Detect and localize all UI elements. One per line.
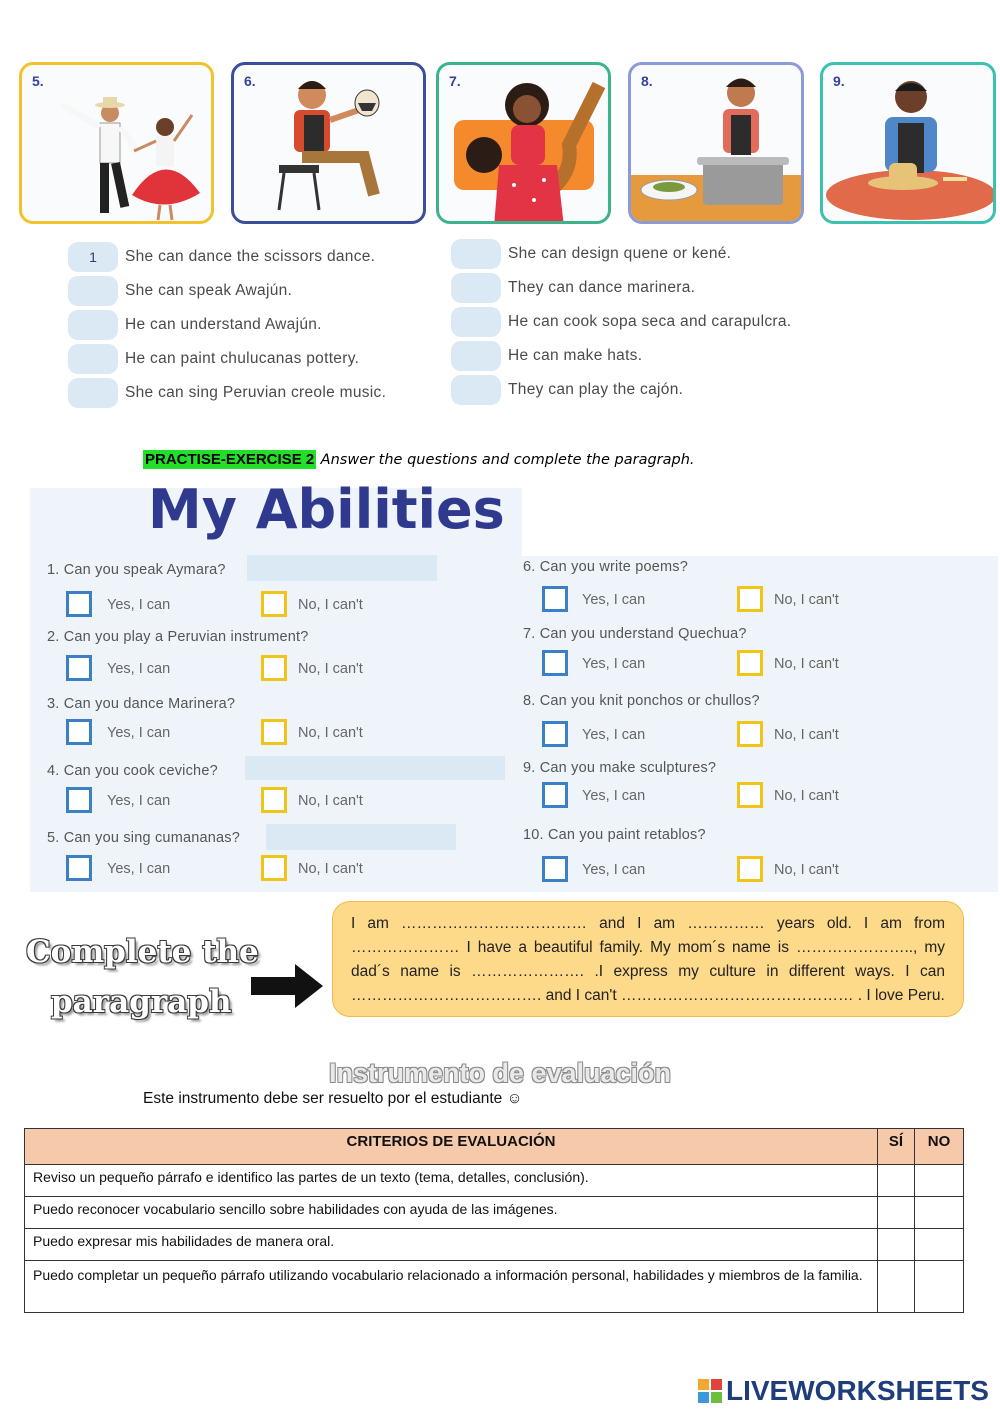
no-label: No, I can't bbox=[774, 727, 839, 743]
match-row bbox=[451, 341, 642, 371]
yes-checkbox-1[interactable] bbox=[66, 591, 92, 617]
no-checkbox-7[interactable] bbox=[737, 650, 763, 676]
yes-label: Yes, I can bbox=[582, 656, 646, 672]
no-label: No, I can't bbox=[774, 592, 839, 608]
table-row bbox=[25, 1229, 964, 1261]
match-row bbox=[451, 273, 695, 303]
yes-checkbox-7[interactable] bbox=[542, 650, 568, 676]
exercise-instruction: Answer the questions and complete the paragraph. bbox=[320, 452, 695, 468]
no-checkbox-2[interactable] bbox=[261, 655, 287, 681]
match-sentence: She can design quene or kené. bbox=[508, 245, 732, 262]
yes-label: Yes, I can bbox=[107, 597, 171, 613]
match-answer-box[interactable] bbox=[68, 344, 118, 374]
evaluation-subtitle: Este instrumento debe ser resuelto por el estudiante ☺ bbox=[143, 1090, 523, 1107]
yes-checkbox-8[interactable] bbox=[542, 721, 568, 747]
no-header: NO bbox=[915, 1129, 964, 1165]
match-answer-box[interactable] bbox=[68, 310, 118, 340]
complete-heading-line2: paragraph bbox=[51, 984, 232, 1020]
abilities-title: My Abilities bbox=[148, 478, 505, 541]
match-sentence: She can sing Peruvian creole music. bbox=[125, 384, 387, 401]
exercise-2-heading bbox=[143, 451, 695, 469]
arrow-right-icon bbox=[251, 964, 323, 1008]
no-checkbox-6[interactable] bbox=[737, 586, 763, 612]
yes-header: SÍ bbox=[878, 1129, 915, 1165]
criteria-cell: Puedo reconocer vocabulario sencillo sobre habilidades con ayuda de las imágenes. bbox=[25, 1197, 878, 1229]
criteria-header: CRITERIOS DE EVALUACIÓN bbox=[25, 1129, 878, 1165]
liveworksheets-logo bbox=[698, 1376, 989, 1406]
no-checkbox-10[interactable] bbox=[737, 856, 763, 882]
complete-heading-line1: Complete the bbox=[26, 934, 259, 970]
yes-cell[interactable] bbox=[878, 1229, 915, 1261]
table-row bbox=[25, 1165, 964, 1197]
match-answer-box[interactable] bbox=[68, 276, 118, 306]
question-2: 2. Can you play a Peruvian instrument? bbox=[47, 629, 309, 645]
yes-checkbox-10[interactable] bbox=[542, 856, 568, 882]
man-making-hats-illustration bbox=[823, 65, 996, 224]
no-checkbox-8[interactable] bbox=[737, 721, 763, 747]
answer-field-4[interactable] bbox=[245, 756, 505, 780]
yes-label: Yes, I can bbox=[107, 661, 171, 677]
no-label: No, I can't bbox=[298, 725, 363, 741]
yes-checkbox-6[interactable] bbox=[542, 586, 568, 612]
picture-card-8 bbox=[628, 62, 804, 224]
no-label: No, I can't bbox=[298, 861, 363, 877]
no-checkbox-9[interactable] bbox=[737, 782, 763, 808]
match-sentence: He can make hats. bbox=[508, 347, 643, 364]
evaluation-table bbox=[24, 1128, 964, 1313]
answer-field-5[interactable] bbox=[266, 824, 456, 850]
woman-cooking-illustration bbox=[631, 65, 804, 224]
match-sentence: He can understand Awajún. bbox=[125, 316, 322, 333]
match-sentence: She can dance the scissors dance. bbox=[125, 248, 376, 265]
no-label: No, I can't bbox=[298, 793, 363, 809]
yes-label: Yes, I can bbox=[107, 793, 171, 809]
card-number: 9. bbox=[833, 73, 845, 89]
no-cell[interactable] bbox=[915, 1229, 964, 1261]
answer-field-1[interactable] bbox=[247, 555, 437, 581]
yes-cell[interactable] bbox=[878, 1261, 915, 1313]
card-number: 7. bbox=[449, 73, 461, 89]
match-row bbox=[451, 375, 683, 405]
dancing-couple-illustration bbox=[22, 65, 214, 224]
yes-checkbox-5[interactable] bbox=[66, 855, 92, 881]
question-9: 9. Can you make sculptures? bbox=[523, 760, 717, 776]
picture-card-7 bbox=[436, 62, 611, 224]
table-row bbox=[25, 1261, 964, 1313]
evaluation-title: Instrumento de evaluación bbox=[328, 1058, 672, 1088]
match-sentence: She can speak Awajún. bbox=[125, 282, 293, 299]
criteria-cell: Puedo expresar mis habilidades de manera oral. bbox=[25, 1229, 878, 1261]
match-row bbox=[68, 242, 375, 272]
no-label: No, I can't bbox=[774, 862, 839, 878]
match-sentence: They can play the cajón. bbox=[508, 381, 684, 398]
match-row bbox=[451, 239, 731, 269]
no-checkbox-4[interactable] bbox=[261, 787, 287, 813]
paragraph-box[interactable]: I am ……………………………… and I am …………… years old. I am from ………………… I have a beautiful family. My mom´s name is ………………….., my dad´s name is …………………. .I express my culture in different ways. I can ………………………………. and I can't ……………………………………… . I love Peru. bbox=[332, 901, 964, 1017]
yes-cell[interactable] bbox=[878, 1165, 915, 1197]
no-cell[interactable] bbox=[915, 1261, 964, 1313]
singer-with-guitar-illustration bbox=[439, 65, 611, 224]
criteria-cell: Reviso un pequeño párrafo e identifico las partes de un texto (tema, detalles, conclusión). bbox=[25, 1165, 878, 1197]
question-6: 6. Can you write poems? bbox=[523, 559, 688, 575]
question-1: 1. Can you speak Aymara? bbox=[47, 562, 226, 578]
no-label: No, I can't bbox=[298, 597, 363, 613]
match-row bbox=[451, 307, 791, 337]
no-checkbox-5[interactable] bbox=[261, 855, 287, 881]
match-sentence: They can dance marinera. bbox=[508, 279, 696, 296]
card-number: 8. bbox=[641, 73, 653, 89]
question-3: 3. Can you dance Marinera? bbox=[47, 696, 236, 712]
yes-checkbox-4[interactable] bbox=[66, 787, 92, 813]
question-10: 10. Can you paint retablos? bbox=[523, 827, 706, 843]
table-header-row bbox=[25, 1129, 964, 1165]
yes-label: Yes, I can bbox=[582, 788, 646, 804]
card-number: 5. bbox=[32, 73, 44, 89]
liveworksheets-brand: LIVEWORKSHEETS bbox=[726, 1375, 989, 1406]
yes-label: Yes, I can bbox=[582, 727, 646, 743]
no-label: No, I can't bbox=[774, 656, 839, 672]
no-checkbox-3[interactable] bbox=[261, 719, 287, 745]
yes-checkbox-9[interactable] bbox=[542, 782, 568, 808]
man-with-pottery-illustration bbox=[234, 65, 426, 224]
yes-label: Yes, I can bbox=[582, 862, 646, 878]
yes-label: Yes, I can bbox=[582, 592, 646, 608]
question-4: 4. Can you cook ceviche? bbox=[47, 763, 218, 779]
yes-checkbox-3[interactable] bbox=[66, 719, 92, 745]
match-sentence: He can paint chulucanas pottery. bbox=[125, 350, 360, 367]
no-label: No, I can't bbox=[298, 661, 363, 677]
match-answer-box[interactable] bbox=[451, 273, 501, 303]
question-8: 8. Can you knit ponchos or chullos? bbox=[523, 693, 760, 709]
picture-card-5 bbox=[19, 62, 214, 224]
yes-checkbox-2[interactable] bbox=[66, 655, 92, 681]
question-7: 7. Can you understand Quechua? bbox=[523, 626, 747, 642]
match-answer-box[interactable]: 1 bbox=[68, 242, 118, 272]
match-row bbox=[68, 344, 359, 374]
picture-card-6 bbox=[231, 62, 426, 224]
match-answer-box[interactable] bbox=[451, 375, 501, 405]
match-answer-box[interactable] bbox=[68, 378, 118, 408]
no-checkbox-1[interactable] bbox=[261, 591, 287, 617]
question-5: 5. Can you sing cumananas? bbox=[47, 830, 241, 846]
match-answer-box[interactable] bbox=[451, 307, 501, 337]
no-cell[interactable] bbox=[915, 1165, 964, 1197]
yes-label: Yes, I can bbox=[107, 725, 171, 741]
picture-card-9 bbox=[820, 62, 996, 224]
yes-label: Yes, I can bbox=[107, 861, 171, 877]
table-row bbox=[25, 1197, 964, 1229]
match-sentence: He can cook sopa seca and carapulcra. bbox=[508, 313, 792, 330]
match-row bbox=[68, 378, 386, 408]
match-row bbox=[68, 310, 322, 340]
match-row bbox=[68, 276, 292, 306]
yes-cell[interactable] bbox=[878, 1197, 915, 1229]
no-cell[interactable] bbox=[915, 1197, 964, 1229]
card-number: 6. bbox=[244, 73, 256, 89]
criteria-cell: Puedo completar un pequeño párrafo utilizando vocabulario relacionado a información personal, habilidades y miembros de la familia. bbox=[25, 1261, 878, 1313]
no-label: No, I can't bbox=[774, 788, 839, 804]
match-answer-box[interactable] bbox=[451, 239, 501, 269]
liveworksheets-mark-icon bbox=[698, 1379, 722, 1403]
match-answer-box[interactable] bbox=[451, 341, 501, 371]
exercise-label: PRACTISE-EXERCISE 2 bbox=[145, 451, 315, 468]
